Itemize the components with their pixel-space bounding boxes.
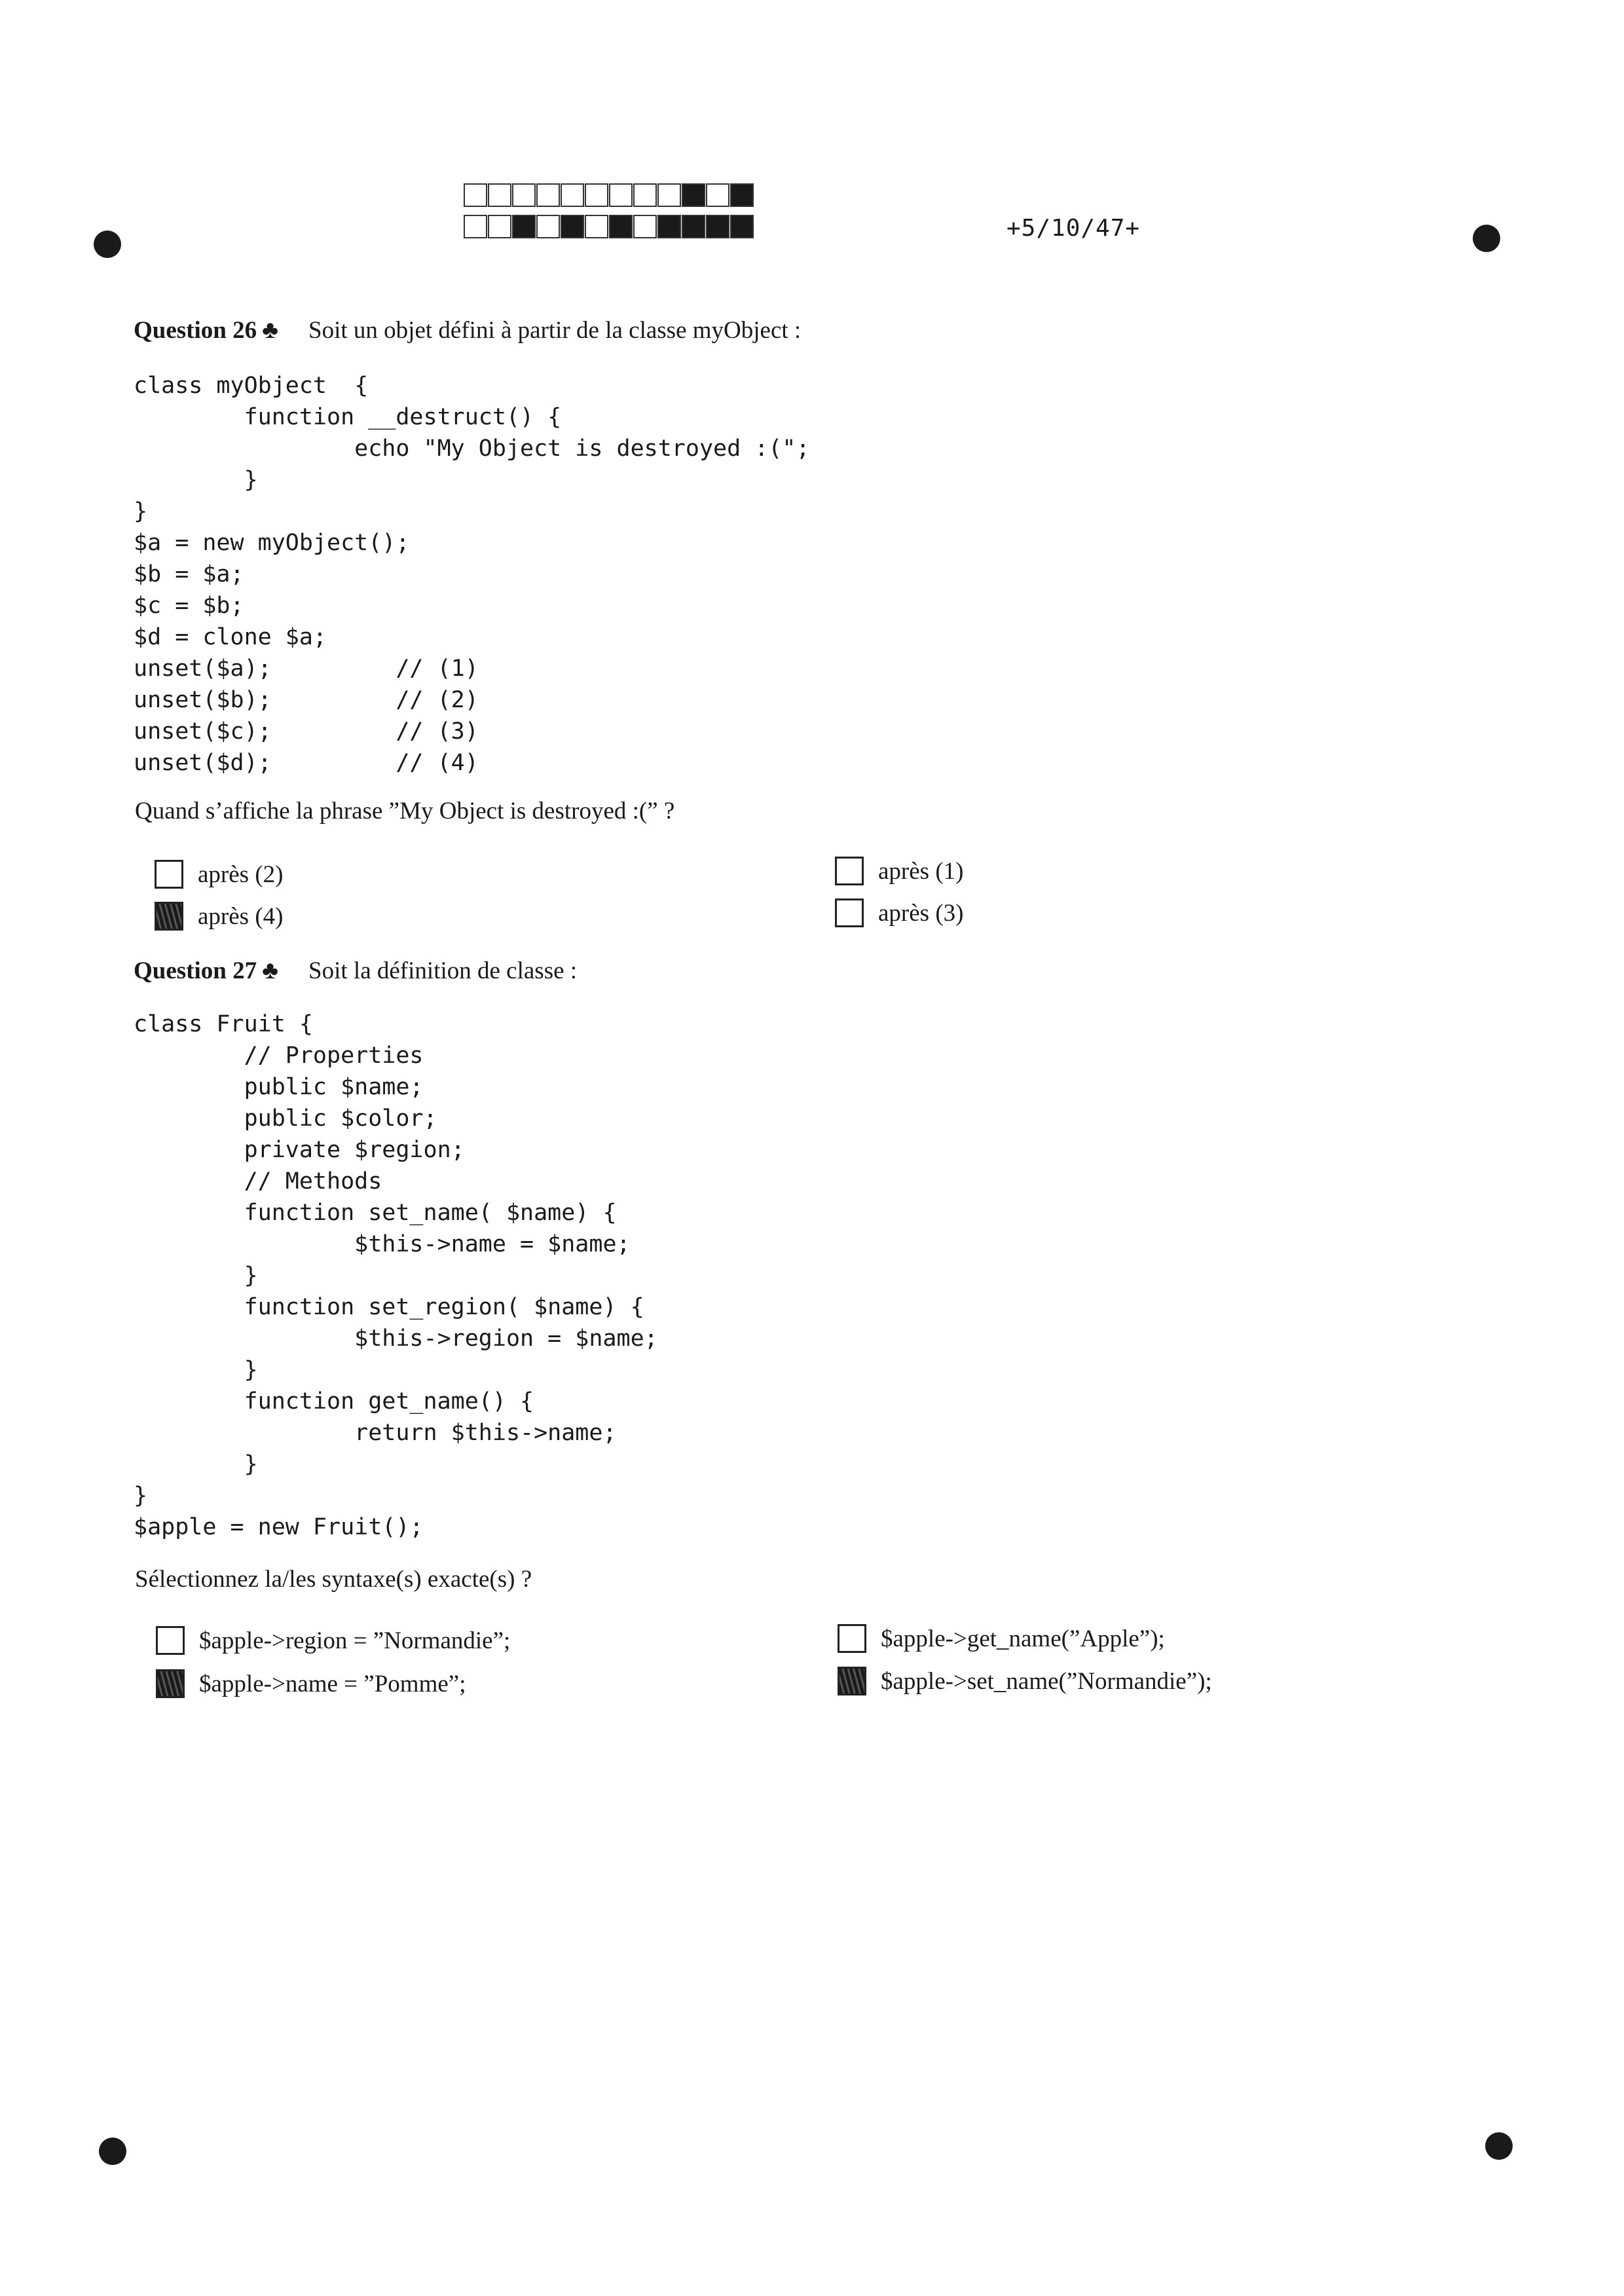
checkbox[interactable]	[838, 1624, 866, 1653]
question-27-option-4[interactable]	[838, 1667, 1212, 1695]
question-26-code: class myObject { function __destruct() { echo "My Object is destroyed :("; } } $a = new myObject(); $b = $a; $c = $b; $d = clone $a; unset($a); // (1) unset($b); // (2) unset($c); // (3) unset($d); // (4)	[134, 373, 810, 776]
registration-mark-bottom-left	[99, 2138, 126, 2165]
registration-mark-top-right	[1473, 225, 1500, 252]
question-26-prompt: Quand s’affiche la phrase ”My Object is destroyed :(” ?	[135, 798, 675, 824]
checkbox[interactable]	[155, 860, 183, 889]
question-27-prompt: Sélectionnez la/les syntaxe(s) exacte(s) ?	[135, 1566, 532, 1593]
checkbox[interactable]	[835, 857, 864, 885]
club-icon: ♣	[262, 957, 279, 984]
question-26-option-2[interactable]	[835, 857, 963, 885]
option-label: $apple->set_name(”Normandie”);	[881, 1667, 1212, 1695]
registration-mark-bottom-right	[1485, 2132, 1513, 2160]
question-26-intro: Soit un objet défini à partir de la classe myObject :	[308, 317, 802, 344]
question-26-option-4[interactable]	[835, 898, 963, 927]
question-26-option-3[interactable]	[155, 902, 283, 931]
option-label: $apple->name = ”Pomme”;	[199, 1670, 466, 1697]
option-label: après (1)	[878, 857, 964, 885]
checkbox-checked[interactable]	[155, 902, 183, 931]
question-27-option-3[interactable]	[156, 1669, 466, 1698]
question-27-code: class Fruit { // Properties public $name; public $color; private $region; // Methods function set_name( $name) { $this->name = $name; } function set_region( $name) { $this->region = $name; } function get_name() { return $this->name; } } $apple = new Fruit();	[134, 1011, 658, 1540]
page-identifier: +5/10/47+	[1006, 215, 1141, 242]
checkbox-checked[interactable]	[838, 1667, 866, 1695]
checkbox-checked[interactable]	[156, 1669, 185, 1698]
question-27-intro: Soit la définition de classe :	[308, 957, 578, 984]
question-27-option-2[interactable]	[838, 1624, 1165, 1653]
question-26-title: Question 26 ♣	[134, 316, 279, 344]
question-26-heading	[134, 316, 801, 344]
checkbox[interactable]	[835, 898, 864, 927]
option-label: après (3)	[878, 899, 964, 927]
option-label: $apple->region = ”Normandie”;	[199, 1627, 511, 1654]
question-26-option-1[interactable]	[155, 860, 283, 889]
club-icon: ♣	[262, 316, 279, 344]
question-27-heading	[134, 956, 577, 985]
option-label: après (4)	[198, 902, 284, 930]
option-label: $apple->get_name(”Apple”);	[881, 1625, 1165, 1652]
option-label: après (2)	[198, 861, 284, 888]
question-27-title: Question 27 ♣	[134, 957, 279, 984]
registration-mark-top-left	[94, 231, 121, 258]
question-27-option-1[interactable]	[156, 1626, 510, 1655]
checkbox[interactable]	[156, 1626, 185, 1655]
